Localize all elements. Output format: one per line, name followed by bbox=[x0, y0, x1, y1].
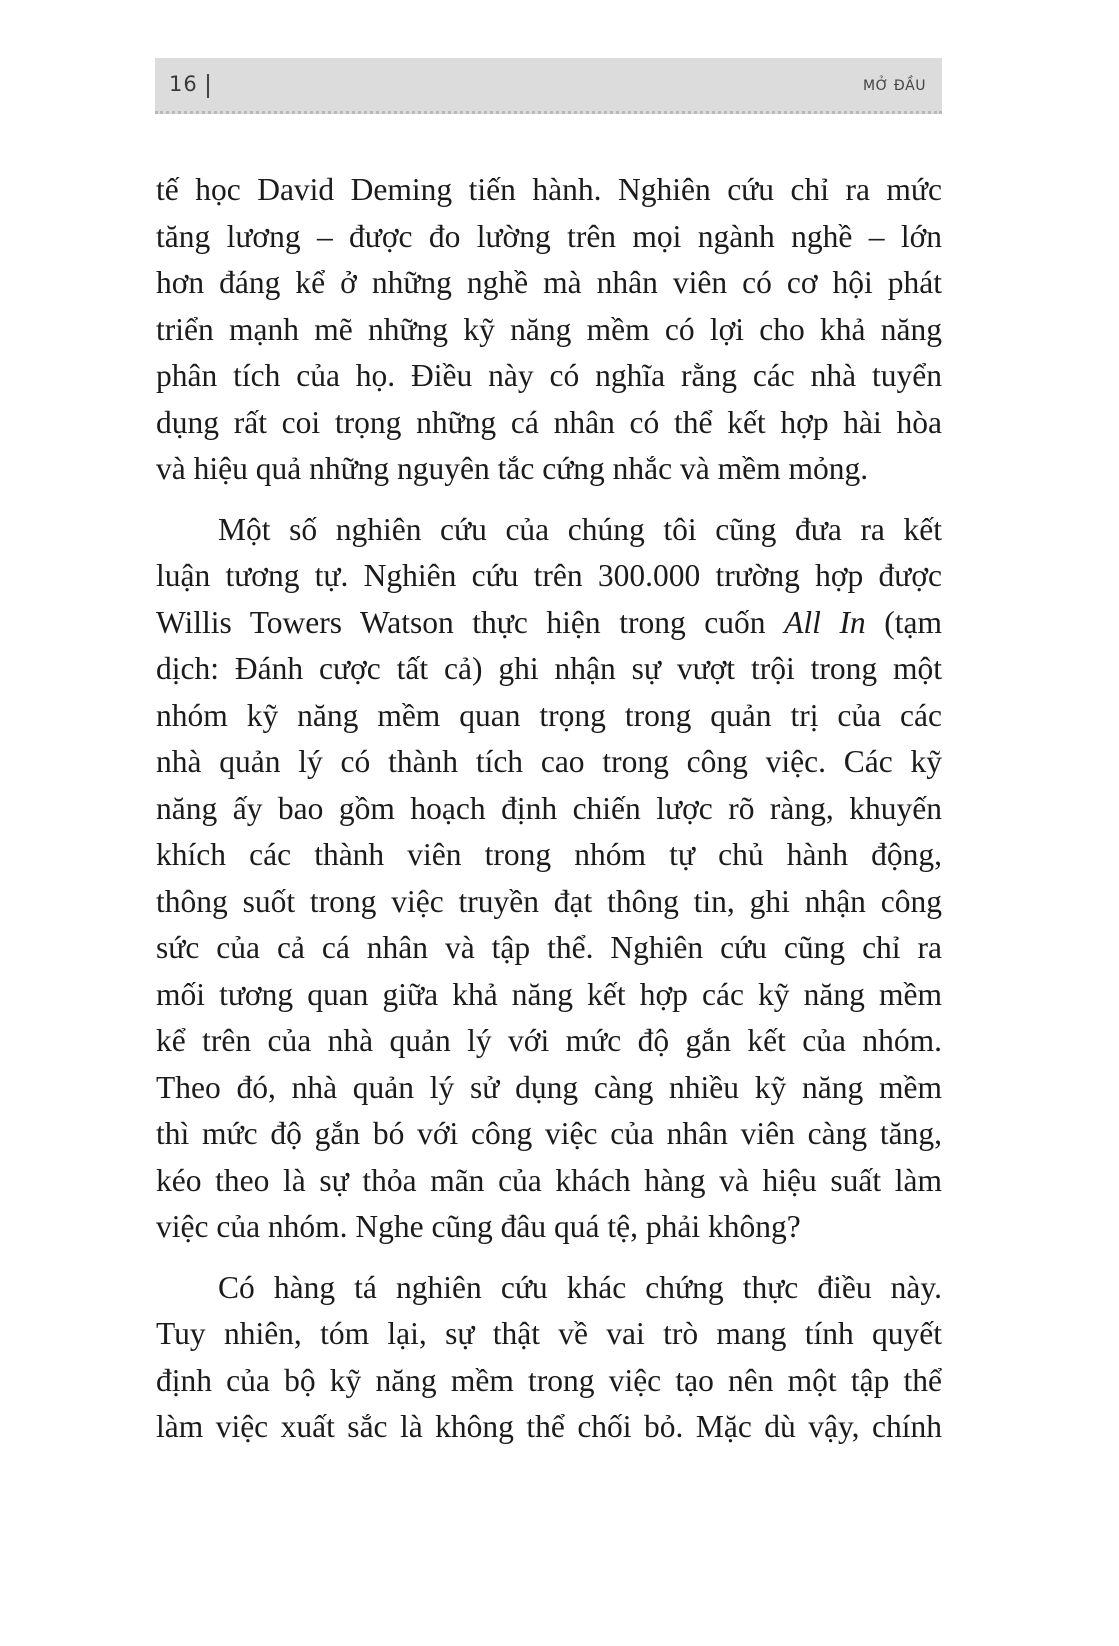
text-line: Tuy nhiên, tóm lại, sự thật về vai trò mang tính quyết bbox=[156, 1316, 942, 1351]
text-segment: Willis Towers Watson thực hiện trong cuốn bbox=[156, 604, 785, 640]
text-line: mối tương quan giữa khả năng kết hợp các kỹ năng mềm bbox=[156, 976, 942, 1012]
section-title: MỞ ĐẦU bbox=[863, 78, 926, 94]
header-divider bbox=[207, 74, 209, 98]
text-line: triển mạnh mẽ những kỹ năng mềm có lợi cho khả năng bbox=[156, 311, 942, 347]
text-segment: (tạm bbox=[865, 604, 942, 640]
text-line: năng ấy bao gồm hoạch định chiến lược rõ ràng, khuyến bbox=[156, 790, 942, 826]
running-header bbox=[155, 58, 942, 114]
text-line: hơn đáng kể ở những nghề mà nhân viên có cơ hội phát bbox=[156, 265, 942, 300]
text-line: nhóm kỹ năng mềm quan trọng trong quản trị của các bbox=[156, 697, 942, 733]
page-number: 16 bbox=[169, 72, 198, 96]
book-title: All In bbox=[784, 604, 866, 640]
text-line: Một số nghiên cứu của chúng tôi cũng đưa ra kết bbox=[218, 511, 942, 547]
text-line: sức của cả cá nhân và tập thể. Nghiên cứu cũng chỉ ra bbox=[156, 930, 942, 965]
text-line: tế học David Deming tiến hành. Nghiên cứu chỉ ra mức bbox=[156, 172, 942, 207]
text-line: định của bộ kỹ năng mềm trong việc tạo nên một tập thể bbox=[156, 1362, 942, 1398]
text-line: nhà quản lý có thành tích cao trong công việc. Các kỹ bbox=[156, 744, 942, 779]
paragraph-2 bbox=[156, 507, 942, 1251]
text-line: kể trên của nhà quản lý với mức độ gắn kết của nhóm. bbox=[156, 1023, 942, 1058]
text-line: tăng lương – được đo lường trên mọi ngành nghề – lớn bbox=[156, 218, 942, 254]
text-line: thông suốt trong việc truyền đạt thông tin, ghi nhận công bbox=[156, 883, 942, 919]
text-line: khích các thành viên trong nhóm tự chủ hành động, bbox=[156, 837, 942, 872]
text-line: và hiệu quả những nguyên tắc cứng nhắc và mềm mỏng. bbox=[156, 451, 869, 486]
text-line: dụng rất coi trọng những cá nhân có thể kết hợp hài hòa bbox=[156, 404, 942, 440]
text-line: luận tương tự. Nghiên cứu trên 300.000 trường hợp được bbox=[156, 558, 942, 593]
paragraph-3 bbox=[156, 1265, 942, 1451]
paragraph-1 bbox=[156, 167, 942, 493]
text-line: kéo theo là sự thỏa mãn của khách hàng và hiệu suất làm bbox=[156, 1162, 942, 1198]
body-text bbox=[156, 167, 942, 1451]
text-line: việc của nhóm. Nghe cũng đâu quá tệ, phải không? bbox=[156, 1209, 801, 1244]
text-line: Theo đó, nhà quản lý sử dụng càng nhiều kỹ năng mềm bbox=[156, 1069, 942, 1105]
text-line: Có hàng tá nghiên cứu khác chứng thực điều này. bbox=[218, 1269, 942, 1305]
text-line: phân tích của họ. Điều này có nghĩa rằng các nhà tuyển bbox=[156, 358, 942, 393]
text-line: thì mức độ gắn bó với công việc của nhân viên càng tăng, bbox=[156, 1116, 942, 1151]
text-line: dịch: Đánh cược tất cả) ghi nhận sự vượt trội trong một bbox=[156, 651, 942, 686]
text-line bbox=[156, 600, 942, 647]
text-line: làm việc xuất sắc là không thể chối bỏ. Mặc dù vậy, chính bbox=[156, 1409, 942, 1444]
